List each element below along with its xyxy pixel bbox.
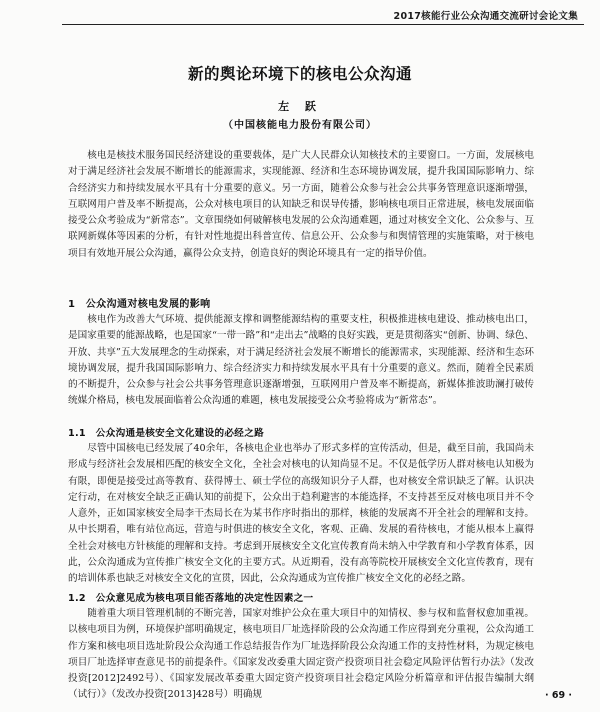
section-heading-1: 1 公众沟通对核电发展的影响: [68, 299, 211, 310]
section-1-body: [68, 312, 534, 410]
running-header: 2017核能行业公众沟通交流研讨会论文集: [393, 11, 578, 22]
section-1-paragraph: 核电作为改善大气环境、提供能源支撑和调整能源结构的重要支柱，积极推进核电建设、推动核电出口，是国家重要的能源战略，也是国家“一带一路”和“走出去”战略的良好实践，更是贯彻落实“创新、协调、绿色、开放、共享”五大发展理念的生动探索，对于满足经济社会发展不断增长的能源需求，实现能源、经济和生态环境协调发展，提升我国国际影响力、综合经济实力和持续发展水平具有十分重要的意义。然而，随着全民素质的不断提升，公众参与社会公共事务管理意识逐渐增强，互联网用户普及率不断提高，新媒体推波助澜打破传统媒介格局，核电发展面临着公众沟通的难题，核电发展接受公众考验将成为“新常态”。: [68, 314, 534, 407]
page-number: · 69 ·: [544, 690, 572, 701]
header-rule: [62, 24, 584, 25]
section-1-1-body: [68, 441, 534, 588]
article-title: 新的舆论环境下的核电公众沟通: [187, 65, 412, 83]
author-affiliation: （中国核能电力股份有限公司）: [223, 120, 377, 131]
section-1-2-body: [68, 606, 534, 704]
author-name: 左 跃: [278, 100, 322, 113]
section-1-1-paragraph: 尽管中国核电已经发展了40余年，各核电企业也举办了形式多样的宣传活动，但是，截至目前，我国尚未形成与经济社会发展相匹配的核安全文化，全社会对核电的认知尚显不足。不仅是低学历人群对核电认知极为有限，即便是接受过高等教育、获得博士、硕士学位的高级知识分子人群，也对核安全常识缺乏了解。认识决定行动，在对核安全缺乏正确认知的前提下，公众出于趋利避害的本能选择，不支持甚至反对核电项目并不令人意外，正如国家核安全局李干杰局长在为某书作序时指出的那样，核能的发展离不开全社会的理解和支持。从中长期看，唯有站位高远，营造与时俱进的核安全文化，客观、正确、发展的看待核电，才能从根本上赢得全社会对核电方针核能的理解和支持。考虑到开展核安全文化宣传教育尚未纳入中学教育和小学教育体系，因此，公众沟通成为宣传推广核安全文化的主要方式。从近期看，没有高等院校开展核安全文化宣传教育，现有的培训体系也缺乏对核安全文化的宣贯，因此，公众沟通成为宣传推广核安全文化的必经之路。: [68, 443, 534, 585]
section-1-2-paragraph: 随着重大项目管理机制的不断完善，国家对维护公众在重大项目中的知情权、参与权和监督权愈加重视。以核电项目为例，环境保护部明确规定，核电项目厂址选择阶段的公众沟通工作应得到充分重视，公众沟通工作方案和核电项目选址阶段公众沟通工作总结报告作为厂址选择阶段公众沟通工作的支持性材料，为规定核电项目厂址选择审查意见书的前提条件。《国家发改委重大固定资产投资项目社会稳定风险评估暂行办法》（发改投资[2012]2492号）、《国家发展改革委重大固定资产投资项目社会稳定风险分析篇章和评估报告编制大纲（试行）》（发改办投资[2013]428号）明确规: [68, 608, 534, 701]
section-heading-1-2: 1.2 公众意见成为核电项目能否落地的决定性因素之一: [68, 593, 314, 604]
abstract-block: [68, 148, 534, 262]
section-heading-1-1: 1.1 公众沟通是核安全文化建设的必经之路: [68, 428, 264, 439]
abstract-paragraph: 核电是核技术服务国民经济建设的重要载体，是广大人民群众认知核技术的主要窗口。一方面，发展核电对于满足经济社会发展不断增长的能源需求，实现能源、经济和生态环境协调发展，提升我国国际影响力、综合经济实力和持续发展水平具有十分重要的意义。另一方面，随着公众参与社会公共事务管理意识逐渐增强，互联网用户普及率不断提高，公众对核电项目的认知缺乏和误导传播，影响核电项目正常进展，核电发展面临接受公众考验成为“新常态”。文章围绕如何破解核电发展的公众沟通难题，通过对核安全文化、公众参与、互联网新媒体等因素的分析，有针对性地提出科普宣传、信息公开、公众参与和舆情管理的实施策略，对于核电项目有效地开展公众沟通，赢得公众支持，创造良好的舆论环境具有一定的指导价值。: [68, 150, 534, 259]
